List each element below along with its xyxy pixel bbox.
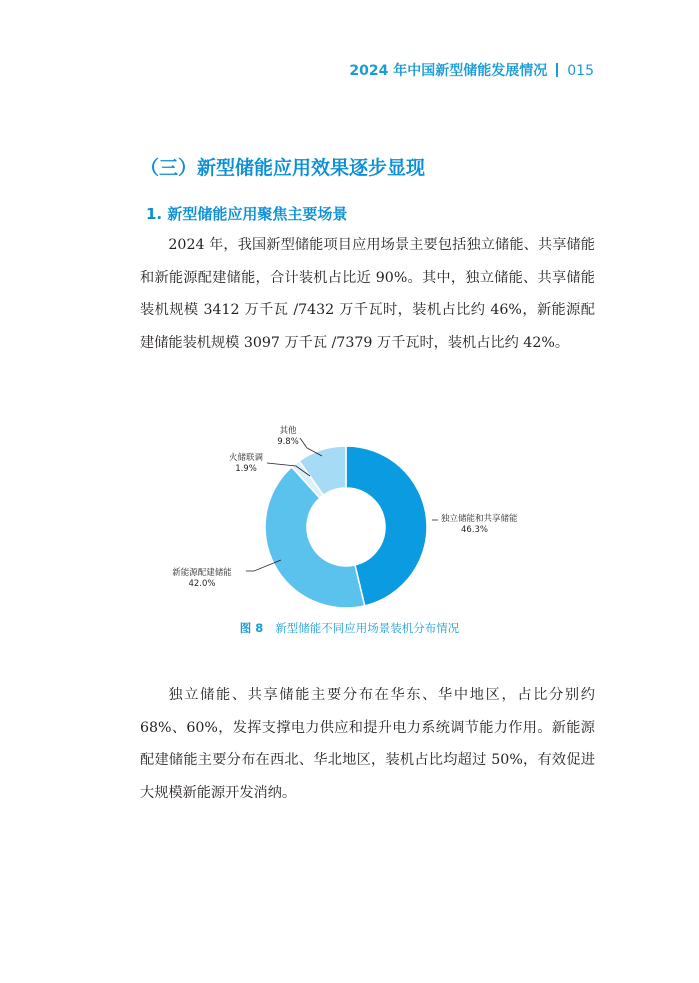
chart-slices xyxy=(265,446,427,608)
slice-value-renewable-paired: 42.0% xyxy=(188,579,216,589)
figure-caption-text: 新型储能不同应用场景装机分布情况 xyxy=(275,621,460,635)
running-header xyxy=(349,60,594,80)
slice-label-thermal-joint: 火储联调 xyxy=(228,453,264,463)
slice-value-other: 9.8% xyxy=(277,437,299,447)
slice-label-renewable-paired: 新能源配建储能 xyxy=(172,568,232,578)
section-title: （三）新型储能应用效果逐步显现 xyxy=(140,157,426,179)
slice-value-independent-shared: 46.3% xyxy=(461,525,489,535)
slice-label-other: 其他 xyxy=(279,426,297,436)
donut-chart xyxy=(150,420,570,620)
subsection-title: 1. 新型储能应用聚焦主要场景 xyxy=(146,205,348,223)
running-header-title: 2024 年中国新型储能发展情况 xyxy=(349,63,548,79)
paragraph-2: 独立储能、共享储能主要分布在华东、华中地区，占比分别约 68%、60%，发挥支撑电力供应和提升电力系统调节能力作用。新能源配建储能主要分布在西北、华北地区，装机占比均超过 50%，有效促进大规模新能源开发消纳。 xyxy=(140,687,595,801)
page-number: 015 xyxy=(567,63,594,79)
figure-number: 图 8 xyxy=(239,621,264,635)
paragraph-1: 2024 年，我国新型储能项目应用场景主要包括独立储能、共享储能和新能源配建储能，合计装机占比近 90%。其中，独立储能、共享储能装机规模 3412 万千瓦 /7432 万千瓦时，装机占比约 46%，新能源配建储能装机规模 3097 万千瓦 /7379 万千瓦时，装机占比约 42%。 xyxy=(140,237,595,351)
figure-caption xyxy=(0,620,699,636)
slice-value-thermal-joint: 1.9% xyxy=(235,464,257,474)
header-divider xyxy=(556,63,558,77)
slice-label-independent-shared: 独立储能和共享储能 xyxy=(441,514,518,524)
